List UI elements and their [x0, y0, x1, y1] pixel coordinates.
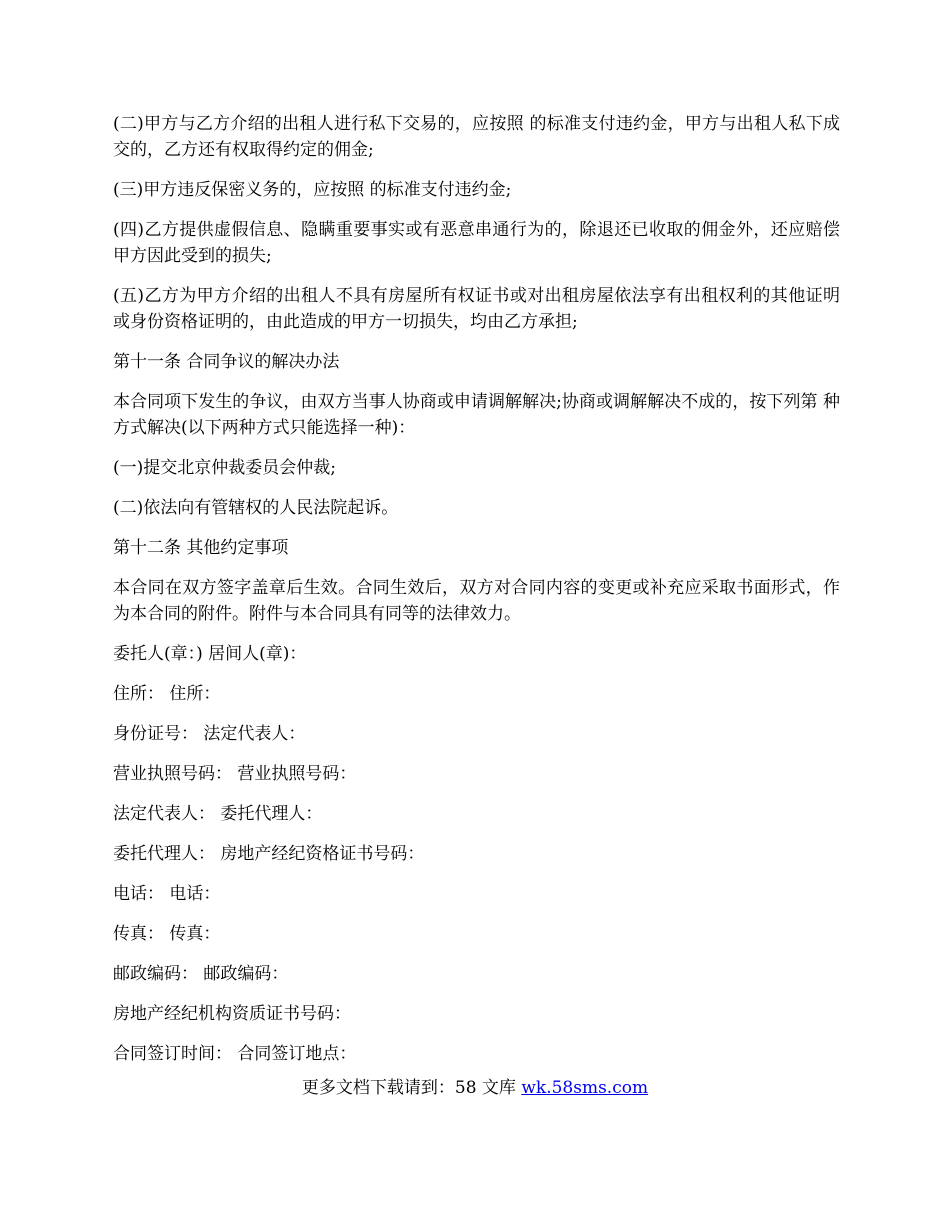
paragraph-arbitration: (一)提交北京仲裁委员会仲裁;	[113, 458, 336, 478]
signature-line-phone: 电话： 电话：	[113, 884, 221, 904]
footer-link[interactable]: wk.58sms.com	[521, 1078, 649, 1098]
footer-text: 更多文档下载请到：58 文库	[301, 1078, 522, 1098]
paragraph-false-information: (四)乙方提供虚假信息、隐瞒重要事实或有恶意串通行为的，除退还已收取的佣金外，还应赔偿甲方因此受到的损失;	[113, 220, 840, 266]
signature-line-id: 身份证号： 法定代表人：	[113, 724, 306, 744]
signature-line-address: 住所： 住所：	[113, 684, 221, 704]
article-11-heading: 第十一条 合同争议的解决办法	[113, 352, 340, 372]
paragraph-dispute-resolution: 本合同项下发生的争议，由双方当事人协商或申请调解解决;协商或调解解决不成的，按下列第 种方式解决(以下两种方式只能选择一种)：	[113, 392, 840, 438]
signature-line-agent: 委托代理人： 房地产经纪资格证书号码：	[113, 844, 425, 864]
signature-line-representative: 法定代表人： 委托代理人：	[113, 804, 323, 824]
paragraph-penalty-private-deal: (二)甲方与乙方介绍的出租人进行私下交易的，应按照 的标准支付违约金，甲方与出租人私下成交的，乙方还有权取得约定的佣金;	[113, 114, 840, 160]
paragraph-court: (二)依法向有管辖权的人民法院起诉。	[113, 498, 399, 518]
paragraph-penalty-confidentiality: (三)甲方违反保密义务的，应按照 的标准支付违约金;	[113, 180, 512, 200]
page-footer	[0, 1075, 950, 1101]
paragraph-ownership-certificate: (五)乙方为甲方介绍的出租人不具有房屋所有权证书或对出租房屋依法享有出租权利的其他证明或身份资格证明的，由此造成的甲方一切损失，均由乙方承担;	[113, 286, 840, 332]
paragraph-effectiveness: 本合同在双方签字盖章后生效。合同生效后，双方对合同内容的变更或补充应采取书面形式，作为本合同的附件。附件与本合同具有同等的法律效力。	[113, 578, 840, 624]
document-body	[113, 111, 840, 1081]
article-12-heading: 第十二条 其他约定事项	[113, 538, 289, 558]
signature-line-signing-time-place: 合同签订时间： 合同签订地点：	[113, 1044, 357, 1064]
signature-line-agency-certificate: 房地产经纪机构资质证书号码：	[113, 1004, 351, 1024]
signature-line-fax: 传真： 传真：	[113, 924, 221, 944]
signature-line-license: 营业执照号码： 营业执照号码：	[113, 764, 357, 784]
signature-line-seal: 委托人(章：) 居间人(章)：	[113, 644, 307, 664]
signature-line-postcode: 邮政编码： 邮政编码：	[113, 964, 289, 984]
